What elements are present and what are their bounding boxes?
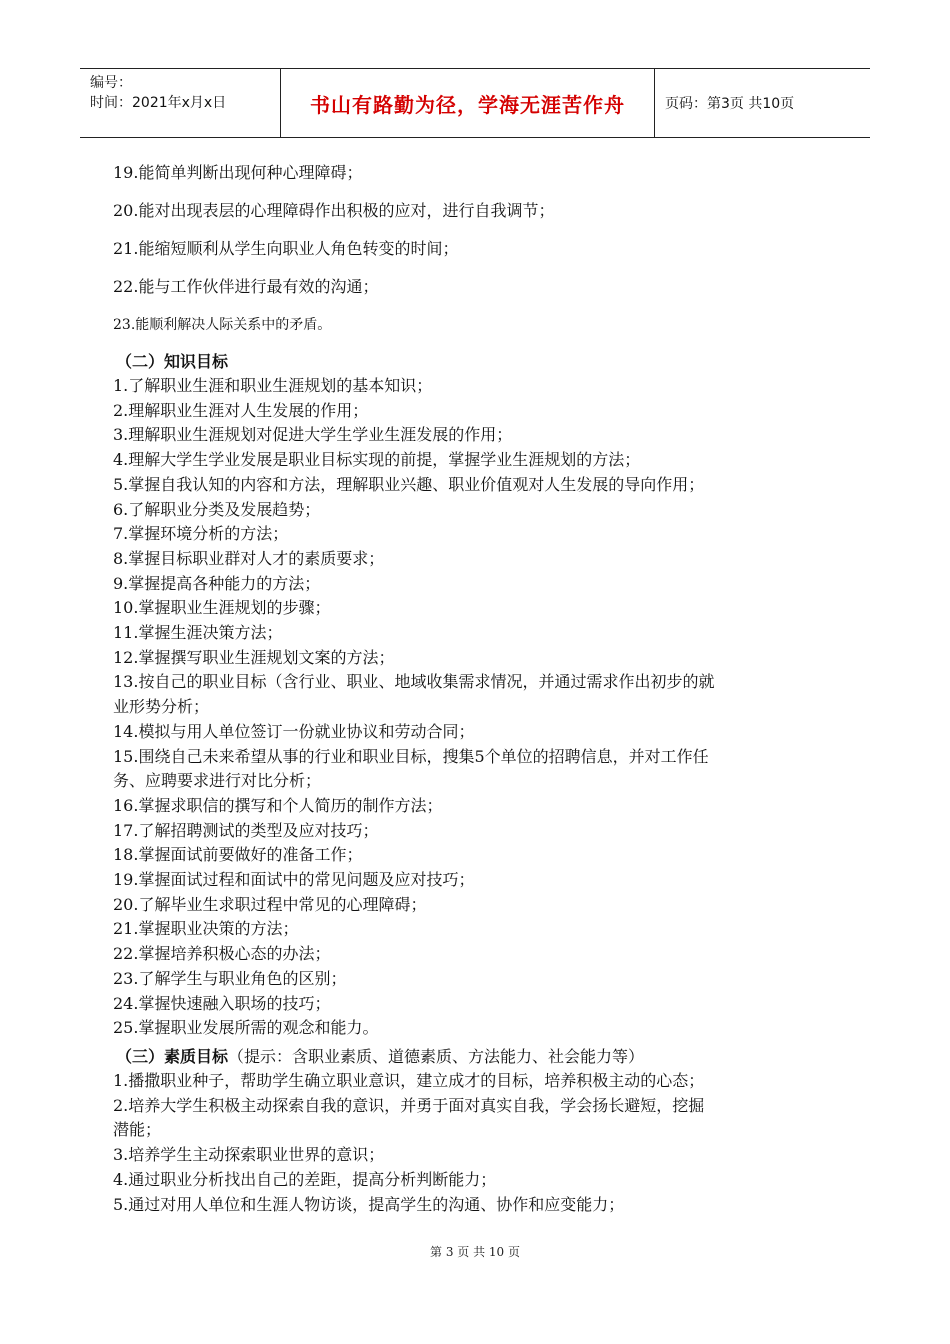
document-time-label: 时间：2021年x月x日 (90, 95, 227, 111)
list-item: 11.掌握生涯决策方法； (113, 623, 283, 643)
list-item: 2.培养大学生积极主动探索自我的意识，并勇于面对真实自我，学会扬长避短，挖掘 (113, 1095, 705, 1115)
list-item: 17.了解招聘测试的类型及应对技巧； (113, 820, 379, 840)
list-item: 9.掌握提高各种能力的方法； (113, 573, 321, 593)
quality-list (113, 1069, 843, 1217)
list-item: 3.理解职业生涯规划对促进大学生学业生涯发展的作用； (113, 425, 513, 445)
list-item: 15.围绕自己未来希望从事的行业和职业目标，搜集5个单位的招聘信息，并对工作任 (113, 746, 709, 766)
list-item: 潜能； (113, 1120, 162, 1140)
page-footer: 第 3 页 共 10 页 (430, 1245, 520, 1259)
list-item: 22.能与工作伙伴进行最有效的沟通； (113, 277, 379, 296)
document-body (113, 156, 843, 1217)
list-item: 4.理解大学生学业发展是职业目标实现的前提，掌握学业生涯规划的方法； (113, 450, 641, 470)
list-item: 5.掌握自我认知的内容和方法，理解职业兴趣、职业价值观对人生发展的导向作用； (113, 474, 705, 494)
page-header (80, 68, 870, 138)
list-item: 25.掌握职业发展所需的观念和能力。 (113, 1018, 379, 1038)
document-number-label: 编号： (90, 75, 132, 91)
list-item: 1.了解职业生涯和职业生涯规划的基本知识； (113, 376, 433, 395)
list-item: 6.了解职业分类及发展趋势； (113, 499, 321, 519)
list-item: 13.按自己的职业目标（含行业、职业、地域收集需求情况，并通过需求作出初步的就 (113, 672, 715, 692)
list-item: 19.能简单判断出现何种心理障碍； (113, 163, 363, 182)
list-item: 23.能顺利解决人际关系中的矛盾。 (113, 317, 332, 333)
section-heading-quality-note: （提示：含职业素质、道德素质、方法能力、社会能力等） (228, 1046, 645, 1066)
list-item: 3.培养学生主动探索职业世界的意识； (113, 1145, 385, 1165)
list-item: 16.掌握求职信的撰写和个人简历的制作方法； (113, 795, 443, 815)
list-item: 务、应聘要求进行对比分析； (113, 771, 322, 791)
list-item: 19.掌握面试过程和面试中的常见问题及应对技巧； (113, 870, 475, 890)
list-item: 业形势分析； (113, 697, 210, 717)
section-heading-knowledge: （二）知识目标 (116, 352, 229, 371)
list-item: 22.掌握培养积极心态的办法； (113, 944, 331, 964)
list-item: 7.掌握环境分析的方法； (113, 524, 289, 544)
knowledge-list (113, 374, 843, 1041)
list-item: 5.通过对用人单位和生涯人物访谈，提高学生的沟通、协作和应变能力； (113, 1194, 625, 1214)
list-item: 8.掌握目标职业群对人才的素质要求； (113, 548, 385, 568)
list-item: 23.了解学生与职业角色的区别； (113, 968, 347, 988)
header-motto: 书山有路勤为径，学海无涯苦作舟 (281, 69, 655, 137)
list-item: 21.掌握职业决策的方法； (113, 919, 299, 939)
list-item: 20.了解毕业生求职过程中常见的心理障碍； (113, 894, 427, 914)
list-item: 4.通过职业分析找出自己的差距，提高分析判断能力； (113, 1169, 497, 1189)
section-heading-quality (113, 1045, 843, 1069)
list-item: 2.理解职业生涯对人生发展的作用； (113, 400, 369, 420)
list-item: 20.能对出现表层的心理障碍作出积极的应对，进行自我调节； (113, 201, 555, 220)
list-item: 12.掌握撰写职业生涯规划文案的方法； (113, 647, 395, 667)
list-item: 1.播撒职业种子，帮助学生确立职业意识，建立成才的目标，培养积极主动的心态； (113, 1070, 705, 1090)
list-item: 21.能缩短顺利从学生向职业人角色转变的时间； (113, 239, 459, 258)
header-page-info: 页码：第3页 共10页 (665, 96, 795, 112)
list-item: 24.掌握快速融入职场的技巧； (113, 993, 331, 1013)
list-item: 14.模拟与用人单位签订一份就业协议和劳动合同； (113, 721, 475, 741)
list-item: 10.掌握职业生涯规划的步骤； (113, 598, 331, 618)
header-meta (80, 69, 281, 137)
list-item: 18.掌握面试前要做好的准备工作； (113, 845, 363, 865)
section-heading-quality-title: （三）素质目标 (116, 1046, 229, 1066)
